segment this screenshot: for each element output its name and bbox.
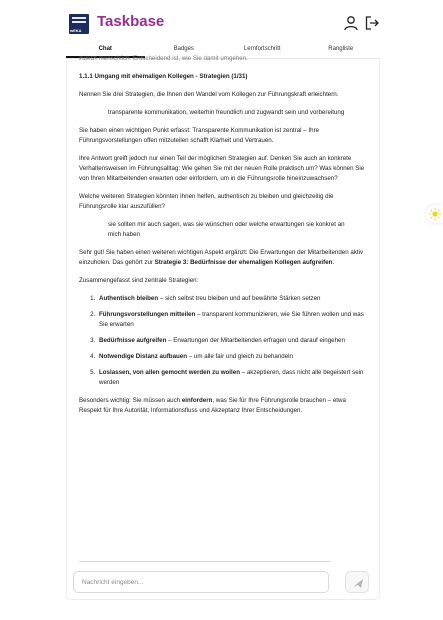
- tab-lernfortschritt[interactable]: Lernfortschritt: [243, 46, 281, 52]
- send-icon: [346, 572, 370, 594]
- chat-messages: [79, 54, 369, 424]
- app-header: [0, 0, 443, 42]
- logo-text: wEKA: [70, 28, 82, 33]
- message-input[interactable]: [73, 571, 329, 593]
- user-message: transparente kommunikation, weiterhin freundlich und zugwandt sein und vorbereitung: [108, 109, 345, 116]
- truncated-message: zuletzt menschlich. Entscheidend ist, wie Sie damit umgehen.: [79, 55, 248, 62]
- tab-chat[interactable]: Chat: [66, 43, 145, 58]
- bot-followup: Welche weiteren Strategien könnten Ihnen helfen, authentisch zu bleiben und gleichzeitig die Führungsrolle klar auszufüllen?: [79, 193, 334, 210]
- bot-feedback: Sie haben einen wichtigen Punkt erfasst: Transparente Kommunikation ist zentral – Ihre Führungsvorstellungen offen mitzuteilen schafft Klarheit und Vertrauen.: [79, 127, 320, 144]
- bot-feedback: Ihre Antwort greift jedoch nur einen Teil der möglichen Strategien auf. Denken Sie auch an konkrete Verhaltensweisen im Führungsalltag: Wie gehen Sie mit der neuen Rolle praktisch um? Was können Sie von Ihren Mitarbeitenden erwarten oder einfordern, um in die Führungsrolle hineinzuwachsen?: [79, 155, 365, 182]
- bot-closing: Besonders wichtig: Sie müssen auch einfordern, was Sie für Ihre Führungsrolle brauchen – etwa Respekt für Ihre Autorität, Informationsfluss und Akzeptanz Ihrer Entscheidungen.: [79, 397, 346, 414]
- list-item: 2. Führungsvorstellungen mitteilen – transparent kommunizieren, wie Sie führen wollen und was Sie erwarten: [97, 310, 369, 330]
- user-message: sie sollten mir auch sagen, was sie wünschen oder welche erwartungen sie konkret an mich haben: [108, 221, 345, 238]
- bot-question: Nennen Sie drei Strategien, die Ihnen den Wandel vom Kollegen zur Führungskraft erleichtern.: [79, 91, 339, 98]
- list-item: 3. Bedürfnisse aufgreifen – Erwartungen der Mitarbeitenden erfragen und darauf eingehen: [97, 336, 369, 346]
- strategy-list: [79, 294, 369, 388]
- summary-intro: Zusammengefasst sind zentrale Strategien:: [79, 277, 199, 284]
- list-item: 4. Notwendige Distanz aufbauen – um alle fair und gleich zu behandeln: [97, 352, 369, 362]
- feedback-text-end: .: [332, 259, 335, 266]
- feedback-strategy: Strategie 3: Bedürfnisse der ehemaligen Kollegen aufgreifen: [154, 259, 333, 266]
- list-item: 5. Loslassen, von allen gemocht werden zu wollen – akzeptieren, dass nicht alle begeistert sein werden: [97, 368, 369, 388]
- list-item: 1. Authentisch bleiben – sich selbst treu bleiben und auf bewährte Stärken setzen: [97, 294, 369, 304]
- feedback-text: Sehr gut! Sie haben einen weiteren wichtigen Aspekt ergänzt: Die Erwartungen der Mitarbeitenden aktiv einzuholen. Das gehört zur: [79, 249, 364, 266]
- sun-icon: [426, 205, 443, 223]
- composer-divider: [79, 561, 331, 562]
- theme-toggle-button[interactable]: [426, 205, 443, 223]
- bot-feedback: [79, 248, 369, 268]
- chat-panel: [66, 55, 380, 600]
- brand-name: Taskbase: [97, 13, 165, 30]
- weka-logo: [69, 14, 89, 34]
- tab-rangliste[interactable]: Rangliste: [328, 46, 354, 52]
- tab-badges[interactable]: Badges: [173, 46, 194, 52]
- user-icon[interactable]: [343, 15, 359, 31]
- logout-icon[interactable]: [364, 15, 380, 31]
- send-button[interactable]: [345, 571, 369, 593]
- lesson-heading: 1.1.1 Umgang mit ehemaligen Kollegen - Strategien (1/31): [79, 73, 248, 80]
